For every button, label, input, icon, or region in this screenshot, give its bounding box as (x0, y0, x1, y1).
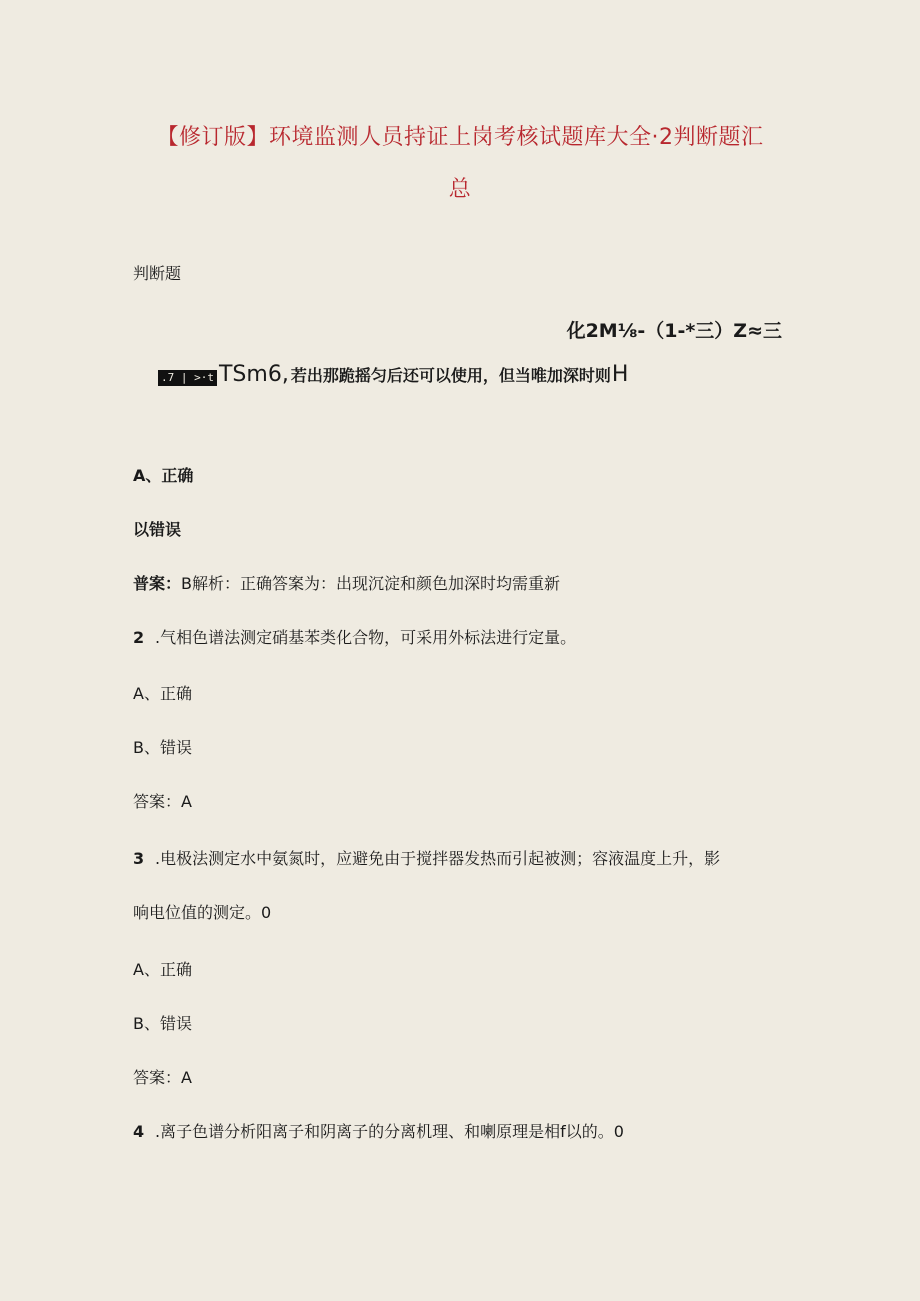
question-3-number: 3 (133, 849, 145, 868)
document-title-line-2: 总 (448, 177, 472, 202)
question-4-text: .离子色谱分析阳离子和阴离子的分离机理、和喇原理是相f以的。0 (155, 1122, 624, 1141)
question-1-answer-label: 普案： (133, 574, 182, 593)
question-1-option-a: A、正确 (133, 466, 194, 485)
question-2-text: .气相色谱法测定硝基苯类化合物，可采用外标法进行定量。 (155, 628, 577, 647)
question-3-text-line-1: .电极法测定水中氨氮时，应避免由于搅拌器发热而引起被测；容液温度上升，影 (155, 849, 721, 868)
question-3-option-a: A、正确 (133, 960, 192, 979)
question-4 (133, 1122, 624, 1142)
question-2-option-a: A、正确 (133, 684, 192, 703)
question-2-option-b: B、错误 (133, 738, 192, 757)
question-1-answer (133, 574, 560, 594)
section-heading: 判断题 (133, 264, 182, 283)
question-1-garbled-prefix: TSm6, (218, 362, 289, 387)
question-1-garbled-formula: 化2M⅛-（1-*三）Z≈三 (566, 320, 782, 342)
question-2-number: 2 (133, 628, 145, 647)
question-2-answer: 答案：A (133, 792, 192, 811)
question-1-option-b: 以错误 (133, 520, 182, 539)
question-4-number: 4 (133, 1122, 145, 1141)
question-1-redacted-box: .7 | >·t (158, 370, 217, 386)
question-1-answer-text: B解析：正确答案为：出现沉淀和颜色加深时均需重新 (181, 574, 560, 593)
question-3-option-b: B、错误 (133, 1014, 192, 1033)
question-1-garbled-line (158, 362, 628, 387)
question-2 (133, 628, 576, 648)
question-3-text-line-2: 响电位值的测定。0 (133, 903, 272, 922)
question-3 (133, 849, 720, 869)
document-title-line-1: 【修订版】环境监测人员持证上岗考核试题库大全·2判断题汇 (156, 125, 764, 150)
question-1-garbled-suffix: H (611, 362, 629, 387)
question-1-text: 若出那跪摇匀后还可以使用，但当唯加深时则 (290, 366, 611, 385)
question-3-answer: 答案：A (133, 1068, 192, 1087)
